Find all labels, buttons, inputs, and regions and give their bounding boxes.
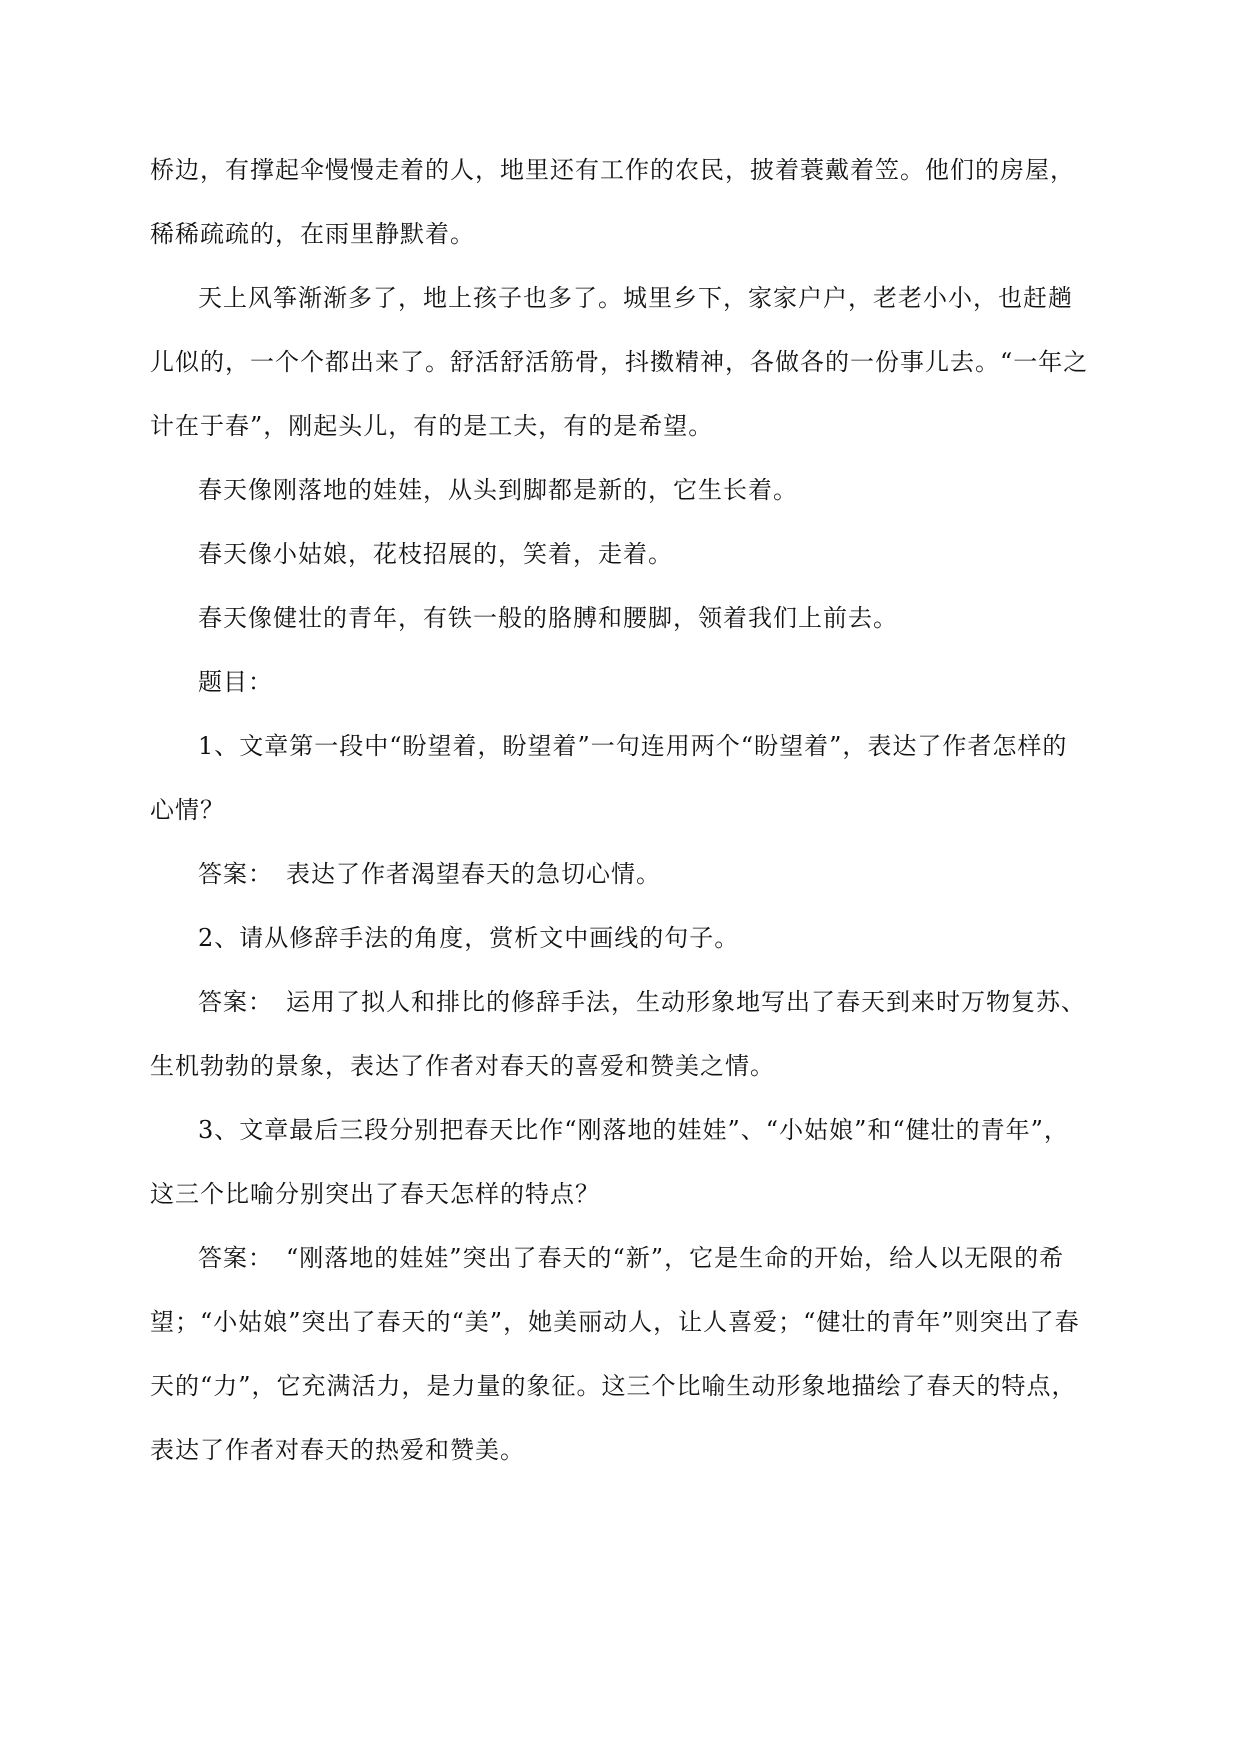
question-2: 2、请从修辞手法的角度，赏析文中画线的句子。 bbox=[198, 924, 740, 952]
paragraph-bridge-scene: 桥边，有撑起伞慢慢走着的人，地里还有工作的农民，披着蓑戴着笠。他们的房屋，稀稀疏疏的，在雨里静默着。 bbox=[150, 156, 1075, 248]
paragraph-spring-girl: 春天像小姑娘，花枝招展的，笑着，走着。 bbox=[198, 540, 673, 568]
answer-3: 答案： “刚落地的娃娃”突出了春天的“新”，它是生命的开始，给人以无限的希望；“小姑娘”突出了春天的“美”，她美丽动人，让人喜爱；“健壮的青年”则突出了春天的“力”，它充满活力，是力量的象征。这三个比喻生动形象地描绘了春天的特点，表达了作者对春天的热爱和赞美。 bbox=[150, 1244, 1080, 1464]
document-body bbox=[150, 138, 1090, 1482]
question-3: 3、文章最后三段分别把春天比作“刚落地的娃娃”、“小姑娘”和“健壮的青年”，这三个比喻分别突出了春天怎样的特点？ bbox=[150, 1116, 1069, 1208]
paragraph-spring-baby: 春天像刚落地的娃娃，从头到脚都是新的，它生长着。 bbox=[198, 476, 798, 504]
answer-2: 答案： 运用了拟人和排比的修辞手法，生动形象地写出了春天到来时万物复苏、生机勃勃的景象，表达了作者对春天的喜爱和赞美之情。 bbox=[150, 988, 1086, 1080]
questions-heading: 题目： bbox=[198, 668, 273, 696]
paragraph-kites-children: 天上风筝渐渐多了，地上孩子也多了。城里乡下，家家户户，老老小小，也赶趟儿似的，一个个都出来了。舒活舒活筋骨，抖擞精神，各做各的一份事儿去。“一年之计在于春”，刚起头儿，有的是工夫，有的是希望。 bbox=[150, 284, 1089, 440]
question-1: 1、文章第一段中“盼望着，盼望着”一句连用两个“盼望着”，表达了作者怎样的心情？ bbox=[150, 732, 1068, 824]
answer-1: 答案： 表达了作者渴望春天的急切心情。 bbox=[198, 860, 661, 888]
paragraph-spring-youth: 春天像健壮的青年，有铁一般的胳膊和腰脚，领着我们上前去。 bbox=[198, 604, 898, 632]
